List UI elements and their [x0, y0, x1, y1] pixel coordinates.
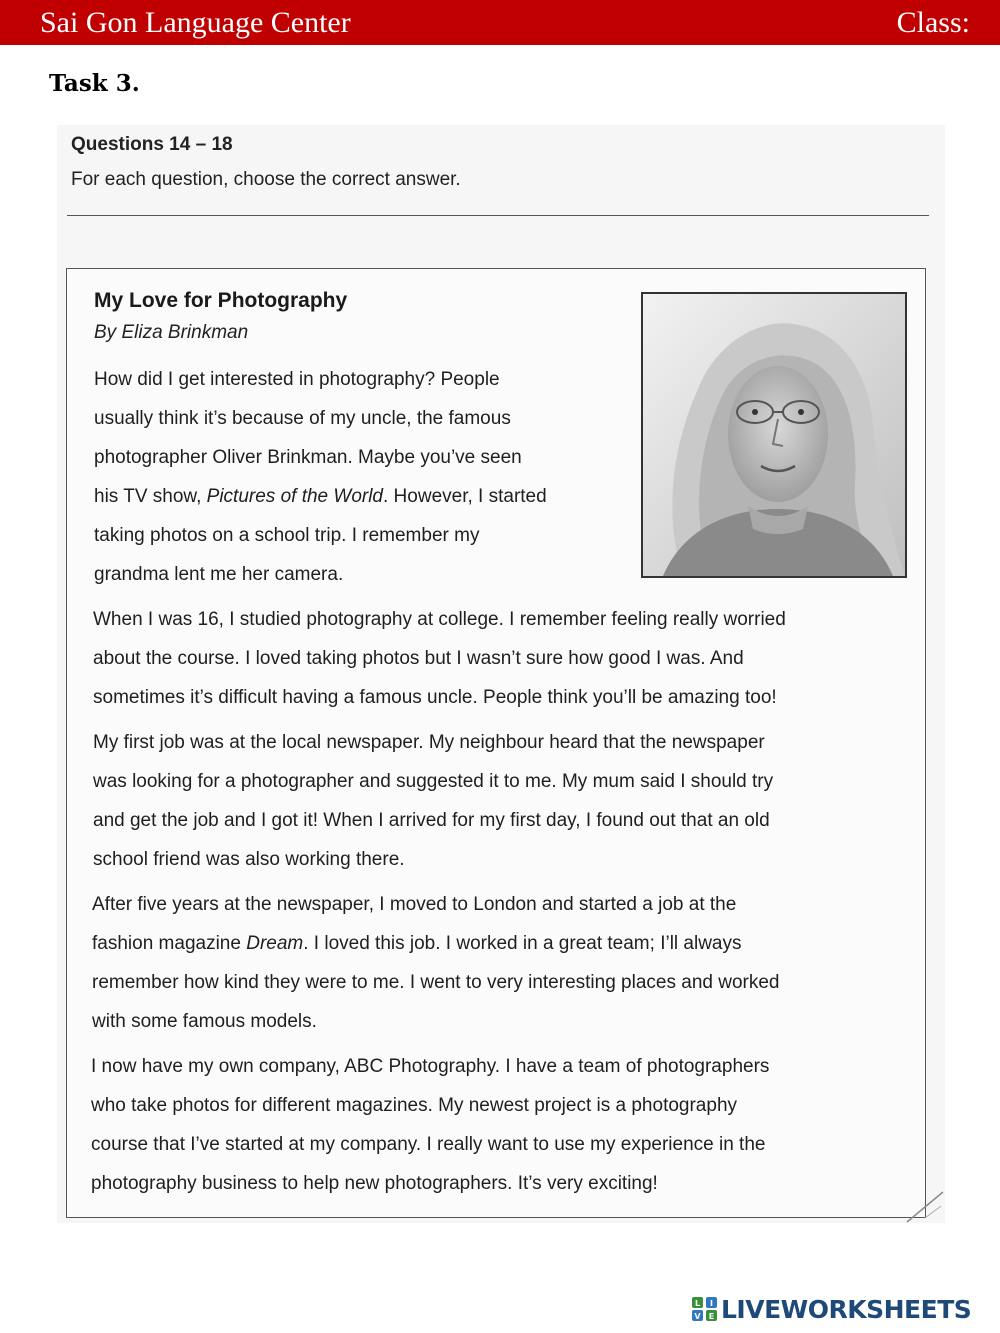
svg-text:L: L: [694, 1299, 701, 1308]
paragraph-1-line-3: photographer Oliver Brinkman. Maybe you’ve seen: [94, 447, 522, 468]
liveworksheets-logo[interactable]: [692, 1294, 971, 1324]
liveworksheets-logo-icon: [692, 1296, 718, 1322]
questions-range: Questions 14 – 18: [71, 134, 233, 155]
paragraph-3-line-4: school friend was also working there.: [93, 849, 405, 870]
paragraph-5-line-3: course that I’ve started at my company. I really want to use my experience in the: [91, 1134, 766, 1155]
tv-show-title: Pictures of the World: [206, 486, 383, 507]
paragraph-1-line-4: [94, 487, 547, 506]
article-byline: By Eliza Brinkman: [94, 322, 249, 343]
paragraph-4-line-1: After five years at the newspaper, I moved to London and started a job at the: [92, 894, 737, 915]
paragraph-3-line-1: My first job was at the local newspaper. My neighbour heard that the newspaper: [93, 732, 765, 753]
article-title: My Love for Photography: [94, 289, 348, 312]
paragraph-1-line-5: taking photos on a school trip. I remember my: [94, 525, 480, 546]
paragraph-1-line-1: How did I get interested in photography? People: [94, 369, 500, 390]
class-label: Class:: [896, 6, 970, 39]
paragraph-5-line-1: I now have my own company, ABC Photography. I have a team of photographers: [91, 1056, 770, 1077]
paragraph-1-line-2: usually think it’s because of my uncle, the famous: [94, 408, 511, 429]
school-name: Sai Gon Language Center: [40, 6, 351, 39]
paragraph-1-line-6: grandma lent me her camera.: [94, 564, 344, 585]
questions-instruction: For each question, choose the correct answer.: [71, 169, 461, 190]
paragraph-2-line-1: When I was 16, I studied photography at college. I remember feeling really worried: [93, 609, 786, 630]
task-heading: Task 3.: [49, 70, 140, 97]
paragraph-2-line-2: about the course. I loved taking photos but I wasn’t sure how good I was. And: [93, 648, 744, 669]
svg-text:V: V: [694, 1312, 701, 1321]
magazine-title: Dream: [246, 933, 304, 954]
paragraph-4-line-3: remember how kind they were to me. I went to very interesting places and worked: [92, 972, 780, 993]
brand-name: LIVEWORKSHEETS: [721, 1294, 972, 1324]
svg-text:E: E: [708, 1312, 715, 1321]
paragraph-3-line-2: was looking for a photographer and suggested it to me. My mum said I should try: [93, 771, 774, 792]
paragraph-1-line-4-text: his TV show,: [94, 486, 207, 507]
portrait-photo-icon: [641, 292, 907, 578]
paragraph-4-line-2: [92, 934, 742, 953]
paragraph-5-line-2: who take photos for different magazines. My newest project is a photography: [91, 1095, 738, 1116]
page-corner-mark-icon: [905, 1188, 945, 1224]
paragraph-4-line-2-text: fashion magazine: [92, 933, 247, 954]
paragraph-5-line-4: photography business to help new photographers. It’s very exciting!: [91, 1173, 658, 1194]
paragraph-4-line-2-end: . I loved this job. I worked in a great team; I’ll always: [303, 933, 742, 954]
header-bar: [0, 0, 1000, 45]
paragraph-1-line-4-end: . However, I started: [383, 486, 547, 507]
paragraph-3-line-3: and get the job and I got it! When I arrived for my first day, I found out that an old: [93, 810, 770, 831]
svg-text:I: I: [710, 1299, 713, 1308]
divider: [67, 215, 929, 216]
paragraph-2-line-3: sometimes it’s difficult having a famous uncle. People think you’ll be amazing too!: [93, 687, 777, 708]
paragraph-4-line-4: with some famous models.: [92, 1011, 317, 1032]
